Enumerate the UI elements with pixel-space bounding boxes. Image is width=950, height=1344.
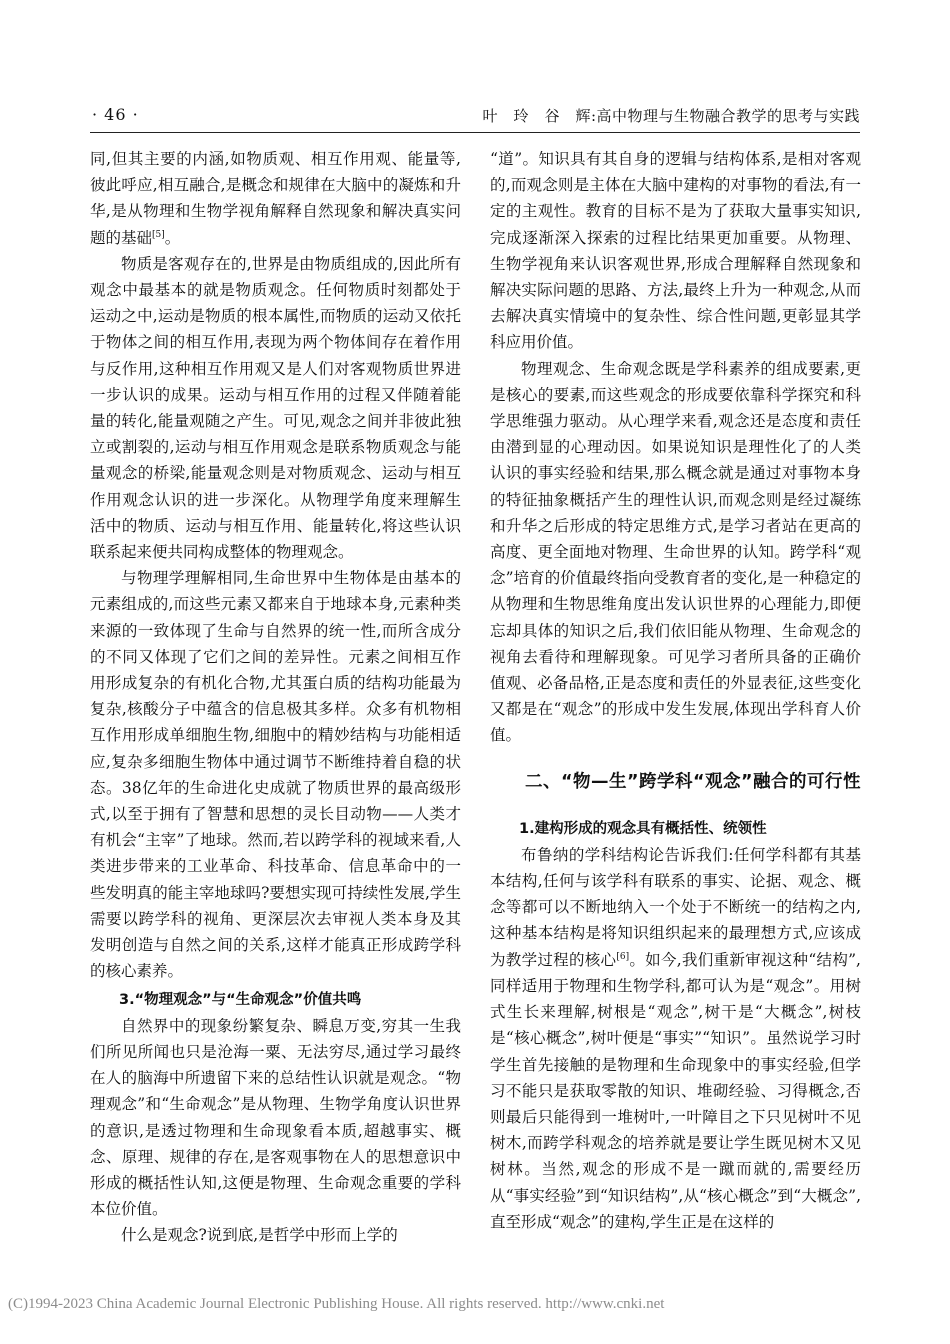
paragraph [490,842,861,1235]
paragraph-text: 。如今,我们重新审视这种“结构”,同样适用于物理和生物学科,都可认为是“观念”。用树式生长来理解,树根是“观念”,树干是“大概念”,树枝是“核心概念”,树叶便是“事实”“知识”。虽然说学习时学生首先接触的是物理和生命现象中的事实经验,但学习不能只是获取零散的知识、堆砌经验、习得概念,否则最后只能得到一堆树叶,一叶障目之下只见树叶不见树木,而跨学科观念的培养就是要让学生既见树木又见树林。当然,观念的形成不是一蹴而就的,需要经历从“事实经验”到“知识结构”,从“核心概念”到“大概念”,直至形成“观念”的建构,学生正是在这样的 [490,950,861,1231]
left-column [90,146,461,1249]
paragraph: 什么是观念?说到底,是哲学中形而上学的 [121,1226,398,1245]
subsection-heading: 3.“物理观念”与“生命观念”价值共鸣 [119,991,362,1008]
right-column [490,146,861,1235]
citation-ref: [5] [152,229,165,240]
paragraph-text: 。 [164,228,181,247]
running-head: 叶 玲 谷 辉:高中物理与生物融合教学的思考与实践 [482,107,860,125]
section-heading: 二、“物—生”跨学科“观念”融合的可行性 [525,771,862,792]
paragraph-text: 布鲁纳的学科结构论告诉我们:任何学科都有其基本结构,任何与该学科有联系的事实、论据、观念、概念等都可以不断地纳入一个处于不断统一的结构之内,这种基本结构是将知识组织起来的最理想方式,应该成为教学过程的核心 [490,845,861,969]
copyright-footer: (C)1994-2023 China Academic Journal Electronic Publishing House. All rights reserved. http://www.cnki.net [8,1296,665,1312]
header-divider [90,132,860,133]
paragraph: 自然界中的现象纷繁复杂、瞬息万变,穷其一生我们所见所闻也只是沧海一粟、无法穷尽,通过学习最终在人的脑海中所遗留下来的总结性认识就是观念。“物理观念”和“生命观念”是从物理、生物学角度认识世界的意识,是透过物理和生命现象看本质,超越事实、概念、原理、规律的存在,是客观事物在人的思想意识中形成的概括性认知,这便是物理、生命观念重要的学科本位价值。 [90,1016,461,1219]
paragraph-text: 同,但其主要的内涵,如物质观、相互作用观、能量等,彼此呼应,相互融合,是概念和规律在大脑中的凝炼和升华,是从物理和生物学视角解释自然现象和解决真实问题的基础 [90,150,461,247]
paragraph: 与物理学理解相同,生命世界中生物体是由基本的元素组成的,而这些元素又都来自于地球本身,元素种类来源的一致体现了生命与自然界的统一性,而所含成分的不同又体现了它们之间的差异性。元素之间相互作用形成复杂的有机化合物,尤其蛋白质的结构功能最为复杂,核酸分子中蕴含的信息极其多样。众多有机物相互作用形成单细胞生物,细胞中的精妙结构与功能相适应,复杂多细胞生物体中通过调节不断维持着自稳的状态。38亿年的生命进化史成就了物质世界的最高级形式,以至于拥有了智慧和思想的灵长目动物——人类才有机会“主宰”了地球。然而,若以跨学科的视域来看,人类进步带来的工业革命、科技革命、信息革命中的一些发明真的能主宰地球吗?要想实现可持续性发展,学生需要以跨学科的视角、更深层次去审视人类本身及其发明创造与自然之间的关系,这样才能真正形成跨学科的核心素养。 [90,569,461,981]
citation-ref: [6] [616,951,630,962]
paragraph: “道”。知识具有其自身的逻辑与结构体系,是相对客观的,而观念则是主体在大脑中建构的对事物的看法,有一定的主观性。教育的目标不是为了获取大量事实知识,完成逐渐深入探索的过程比结果更加重要。从物理、生物学视角来认识客观世界,形成合理解释自然现象和解决实际问题的思路、方法,最终上升为一种观念,从而去解决真实情境中的复杂性、综合性问题,更彰显其学科应用价值。 [490,150,861,352]
page-header [92,103,860,129]
paragraph: 物质是客观存在的,世界是由物质组成的,因此所有观念中最基本的就是物质观念。任何物质时刻都处于运动之中,运动是物质的根本属性,而物质的运动又依托于物体之间的相互作用,表现为两个物体间存在着作用与反作用,这种相互作用观又是人们对客观物质世界进一步认识的成果。运动与相互作用的过程又伴随着能量的转化,能量观随之产生。可见,观念之间并非彼此独立或割裂的,运动与相互作用观念是联系物质观念与能量观念的桥梁,能量观念则是对物质观念、运动与相互作用观念认识的进一步深化。从物理学角度来理解生活中的物质、运动与相互作用、能量转化,将这些认识联系起来便共同构成整体的物理观念。 [90,254,461,562]
paragraph [90,146,461,251]
page-number: · 46 · [92,105,139,124]
subsection-heading: 1.建构形成的观念具有概括性、统领性 [519,820,767,837]
paragraph: 物理观念、生命观念既是学科素养的组成要素,更是核心的要素,而这些观念的形成要依靠科学探究和科学思维强力驱动。从心理学来看,观念还是态度和责任由潜到显的心理动因。如果说知识是理性化了的人类认识的事实经验和结果,那么概念就是通过对事物本身的特征抽象概括产生的理性认识,而观念则是经过凝练和升华之后形成的特定思维方式,是学习者站在更高的高度、更全面地对物理、生命世界的认知。跨学科“观念”培育的价值最终指向受教育者的变化,是一种稳定的从物理和生物思维角度出发认识世界的心理能力,即便忘却具体的知识之后,我们依旧能从物理、生命观念的视角去看待和理解现象。可见学习者所具备的正确价值观、必备品格,正是态度和责任的外显表征,这些变化又都是在“观念”的形成中发生发展,体现出学科育人价值。 [490,359,861,745]
